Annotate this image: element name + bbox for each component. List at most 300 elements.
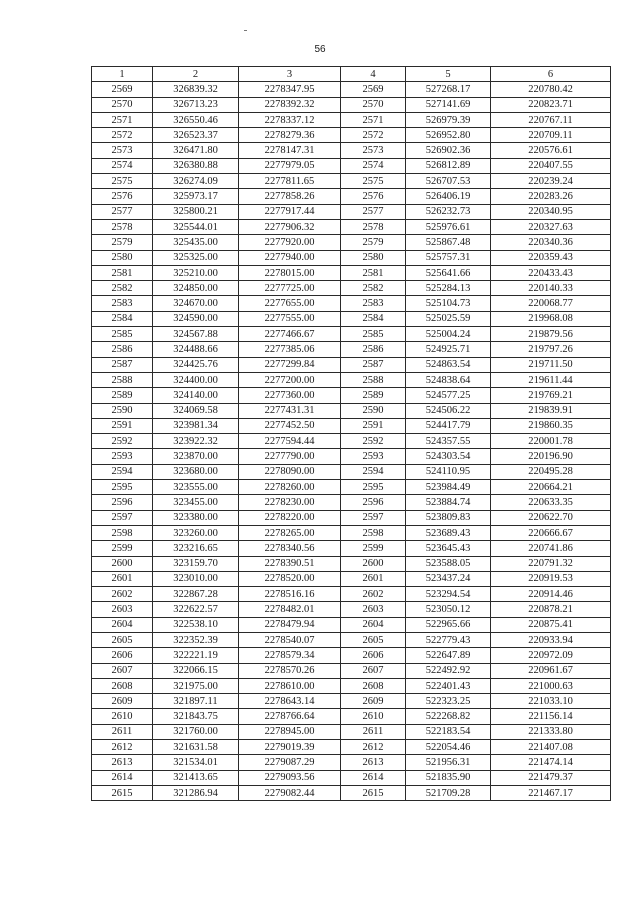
table-cell: 2277920.00 — [239, 235, 341, 250]
column-header: 2 — [153, 67, 239, 82]
table-cell: 326523.37 — [153, 128, 239, 143]
table-cell: 524863.54 — [406, 357, 491, 372]
table-cell: 2614 — [341, 770, 406, 785]
table-cell: 324400.00 — [153, 372, 239, 387]
table-cell: 524506.22 — [406, 403, 491, 418]
table-row — [92, 158, 611, 173]
table-cell: 220664.21 — [491, 480, 611, 495]
table-cell: 2599 — [92, 541, 153, 556]
table-cell: 219711.50 — [491, 357, 611, 372]
table-cell: 323380.00 — [153, 510, 239, 525]
table-cell: 2603 — [341, 602, 406, 617]
table-cell: 2278540.07 — [239, 632, 341, 647]
table-cell: 2582 — [92, 281, 153, 296]
table-cell: 2596 — [92, 495, 153, 510]
table-cell: 523437.24 — [406, 571, 491, 586]
table-cell: 2612 — [92, 740, 153, 755]
table-cell: 326839.32 — [153, 82, 239, 97]
table-cell: 220791.32 — [491, 556, 611, 571]
table-cell: 526707.53 — [406, 174, 491, 189]
table-cell: 324850.00 — [153, 281, 239, 296]
table-cell: 220495.28 — [491, 464, 611, 479]
coordinates-table — [91, 66, 611, 801]
table-cell: 2592 — [92, 434, 153, 449]
table-cell: 522647.89 — [406, 648, 491, 663]
table-row — [92, 541, 611, 556]
table-row — [92, 250, 611, 265]
table-cell: 522268.82 — [406, 709, 491, 724]
table-cell: 2593 — [341, 449, 406, 464]
table-cell: 2609 — [92, 694, 153, 709]
table-cell: 2574 — [92, 158, 153, 173]
table-cell: 2277431.31 — [239, 403, 341, 418]
table-cell: 322221.19 — [153, 648, 239, 663]
table-cell: 2587 — [341, 357, 406, 372]
table-cell: 523884.74 — [406, 495, 491, 510]
table-cell: 321631.58 — [153, 740, 239, 755]
table-cell: 523050.12 — [406, 602, 491, 617]
table-cell: 220914.46 — [491, 587, 611, 602]
table-cell: 323981.34 — [153, 418, 239, 433]
table-cell: 2590 — [341, 403, 406, 418]
table-cell: 321975.00 — [153, 678, 239, 693]
table-cell: 526979.39 — [406, 112, 491, 127]
table-cell: 523645.43 — [406, 541, 491, 556]
table-cell: 219968.08 — [491, 311, 611, 326]
table-cell: 2588 — [92, 372, 153, 387]
table-cell: 2277917.44 — [239, 204, 341, 219]
table-cell: 525867.48 — [406, 235, 491, 250]
table-cell: 220340.95 — [491, 204, 611, 219]
table-cell: 2591 — [341, 418, 406, 433]
table-row — [92, 174, 611, 189]
table-cell: 321286.94 — [153, 785, 239, 800]
table-cell: 220433.43 — [491, 265, 611, 280]
table-row — [92, 709, 611, 724]
table-cell: 221033.10 — [491, 694, 611, 709]
table-cell: 2577 — [92, 204, 153, 219]
table-cell: 2608 — [92, 678, 153, 693]
table-cell: 220407.55 — [491, 158, 611, 173]
table-cell: 2569 — [92, 82, 153, 97]
table-cell: 2579 — [341, 235, 406, 250]
table-row — [92, 449, 611, 464]
column-header: 6 — [491, 67, 611, 82]
table-cell: 2278340.56 — [239, 541, 341, 556]
table-cell: 521956.31 — [406, 755, 491, 770]
table-cell: 2277555.00 — [239, 311, 341, 326]
table-cell: 525104.73 — [406, 296, 491, 311]
table-cell: 2278347.95 — [239, 82, 341, 97]
table-cell: 2604 — [92, 617, 153, 632]
table-cell: 2614 — [92, 770, 153, 785]
table-cell: 2277655.00 — [239, 296, 341, 311]
table-cell: 2600 — [341, 556, 406, 571]
table-cell: 2585 — [92, 327, 153, 342]
table-cell: 524303.54 — [406, 449, 491, 464]
table-cell: 525004.24 — [406, 327, 491, 342]
table-cell: 2610 — [92, 709, 153, 724]
table-cell: 2277594.44 — [239, 434, 341, 449]
table-cell: 2575 — [92, 174, 153, 189]
table-cell: 220283.26 — [491, 189, 611, 204]
table-cell: 2596 — [341, 495, 406, 510]
table-cell: 524357.55 — [406, 434, 491, 449]
table-cell: 2602 — [92, 587, 153, 602]
table-cell: 2578 — [92, 219, 153, 234]
table-cell: 220001.78 — [491, 434, 611, 449]
table-cell: 2606 — [341, 648, 406, 663]
table-cell: 523809.83 — [406, 510, 491, 525]
table-cell: 326274.09 — [153, 174, 239, 189]
table-cell: 2278220.00 — [239, 510, 341, 525]
table-cell: 2582 — [341, 281, 406, 296]
table-row — [92, 740, 611, 755]
table-cell: 221467.17 — [491, 785, 611, 800]
table-cell: 2569 — [341, 82, 406, 97]
table-row — [92, 281, 611, 296]
table-cell: 324425.76 — [153, 357, 239, 372]
table-cell: 2580 — [92, 250, 153, 265]
table-cell: 521835.90 — [406, 770, 491, 785]
table-cell: 220709.11 — [491, 128, 611, 143]
table-cell: 2586 — [92, 342, 153, 357]
table-cell: 220878.21 — [491, 602, 611, 617]
table-cell: 2279082.44 — [239, 785, 341, 800]
table-cell: 324140.00 — [153, 388, 239, 403]
table-cell: 2587 — [92, 357, 153, 372]
table-cell: 323555.00 — [153, 480, 239, 495]
table-cell: 2578 — [341, 219, 406, 234]
table-cell: 2278610.00 — [239, 678, 341, 693]
table-cell: 2279087.29 — [239, 755, 341, 770]
table-cell: 221000.63 — [491, 678, 611, 693]
table-cell: 2278390.51 — [239, 556, 341, 571]
table-cell: 2609 — [341, 694, 406, 709]
table-cell: 2277940.00 — [239, 250, 341, 265]
table-cell: 2593 — [92, 449, 153, 464]
table-cell: 2605 — [92, 632, 153, 647]
table-row — [92, 128, 611, 143]
table-cell: 2584 — [92, 311, 153, 326]
table-cell: 523984.49 — [406, 480, 491, 495]
table-cell: 322352.39 — [153, 632, 239, 647]
table-header-row — [92, 67, 611, 82]
table-cell: 220068.77 — [491, 296, 611, 311]
table-cell: 221474.14 — [491, 755, 611, 770]
table-cell: 2615 — [92, 785, 153, 800]
table-cell: 324567.88 — [153, 327, 239, 342]
table-cell: 527141.69 — [406, 97, 491, 112]
table-cell: 2600 — [92, 556, 153, 571]
table-cell: 522492.92 — [406, 663, 491, 678]
table-cell: 2279093.56 — [239, 770, 341, 785]
table-cell: 2278945.00 — [239, 724, 341, 739]
table-cell: 2612 — [341, 740, 406, 755]
table-cell: 2603 — [92, 602, 153, 617]
table-cell: 323455.00 — [153, 495, 239, 510]
table-cell: 324069.58 — [153, 403, 239, 418]
table-cell: 220741.86 — [491, 541, 611, 556]
table-cell: 326380.88 — [153, 158, 239, 173]
table-cell: 2278279.36 — [239, 128, 341, 143]
table-cell: 526232.73 — [406, 204, 491, 219]
table-cell: 2601 — [92, 571, 153, 586]
column-header: 1 — [92, 67, 153, 82]
table-cell: 219860.35 — [491, 418, 611, 433]
table-cell: 2608 — [341, 678, 406, 693]
table-cell: 2605 — [341, 632, 406, 647]
table-cell: 2277725.00 — [239, 281, 341, 296]
table-cell: 522323.25 — [406, 694, 491, 709]
table-row — [92, 235, 611, 250]
table-cell: 2277811.65 — [239, 174, 341, 189]
table-cell: 325435.00 — [153, 235, 239, 250]
table-cell: 326713.23 — [153, 97, 239, 112]
table-cell: 2278337.12 — [239, 112, 341, 127]
table-cell: 2602 — [341, 587, 406, 602]
table-cell: 2594 — [341, 464, 406, 479]
table-cell: 2278090.00 — [239, 464, 341, 479]
table-row — [92, 632, 611, 647]
table-cell: 2583 — [92, 296, 153, 311]
table-cell: 522965.66 — [406, 617, 491, 632]
table-cell: 322622.57 — [153, 602, 239, 617]
table-cell: 2279019.39 — [239, 740, 341, 755]
table-cell: 322066.15 — [153, 663, 239, 678]
table-row — [92, 525, 611, 540]
table-cell: 526902.36 — [406, 143, 491, 158]
table-cell: 524577.25 — [406, 388, 491, 403]
table-row — [92, 480, 611, 495]
table-row — [92, 403, 611, 418]
table-cell: 2579 — [92, 235, 153, 250]
table-row — [92, 617, 611, 632]
table-cell: 2278643.14 — [239, 694, 341, 709]
table-cell: 220622.70 — [491, 510, 611, 525]
table-cell: 2590 — [92, 403, 153, 418]
table-cell: 526812.89 — [406, 158, 491, 173]
table-cell: 2580 — [341, 250, 406, 265]
table-cell: 324590.00 — [153, 311, 239, 326]
table-cell: 2588 — [341, 372, 406, 387]
table-cell: 524925.71 — [406, 342, 491, 357]
table-row — [92, 296, 611, 311]
table-cell: 220875.41 — [491, 617, 611, 632]
table-cell: 2607 — [341, 663, 406, 678]
table-cell: 2576 — [92, 189, 153, 204]
table-row — [92, 372, 611, 387]
table-row — [92, 82, 611, 97]
table-row — [92, 97, 611, 112]
table-cell: 2278520.00 — [239, 571, 341, 586]
table-cell: 2277466.67 — [239, 327, 341, 342]
table-cell: 522054.46 — [406, 740, 491, 755]
table-cell: 522779.43 — [406, 632, 491, 647]
table-row — [92, 418, 611, 433]
table-row — [92, 724, 611, 739]
table-cell: 2278482.01 — [239, 602, 341, 617]
table-cell: 526952.80 — [406, 128, 491, 143]
table-cell: 323260.00 — [153, 525, 239, 540]
table-cell: 220666.67 — [491, 525, 611, 540]
table-cell: 2584 — [341, 311, 406, 326]
table-cell: 221479.37 — [491, 770, 611, 785]
table-cell: 2583 — [341, 296, 406, 311]
table-cell: 2277906.32 — [239, 219, 341, 234]
table-cell: 2278766.64 — [239, 709, 341, 724]
table-cell: 523588.05 — [406, 556, 491, 571]
table-cell: 221407.08 — [491, 740, 611, 755]
table-cell: 219611.44 — [491, 372, 611, 387]
table-cell: 2615 — [341, 785, 406, 800]
table-cell: 525284.13 — [406, 281, 491, 296]
table-cell: 220576.61 — [491, 143, 611, 158]
table-cell: 220780.42 — [491, 82, 611, 97]
table-cell: 2581 — [92, 265, 153, 280]
table-row — [92, 112, 611, 127]
table-cell: 325973.17 — [153, 189, 239, 204]
table-cell: 2572 — [92, 128, 153, 143]
table-cell: 2278516.16 — [239, 587, 341, 602]
table-cell: 2610 — [341, 709, 406, 724]
table-cell: 2611 — [92, 724, 153, 739]
table-cell: 2277299.84 — [239, 357, 341, 372]
table-cell: 324670.00 — [153, 296, 239, 311]
table-cell: 2586 — [341, 342, 406, 357]
table-cell: 2577 — [341, 204, 406, 219]
table-cell: 523689.43 — [406, 525, 491, 540]
table-row — [92, 694, 611, 709]
table-cell: 219769.21 — [491, 388, 611, 403]
table-row — [92, 311, 611, 326]
table-row — [92, 556, 611, 571]
table-cell: 2278392.32 — [239, 97, 341, 112]
table-cell: 2571 — [341, 112, 406, 127]
scan-speck — [244, 30, 247, 31]
table-cell: 527268.17 — [406, 82, 491, 97]
table-row — [92, 219, 611, 234]
table-row — [92, 678, 611, 693]
table-row — [92, 602, 611, 617]
table-row — [92, 464, 611, 479]
column-header: 5 — [406, 67, 491, 82]
table-cell: 523294.54 — [406, 587, 491, 602]
table-cell: 220633.35 — [491, 495, 611, 510]
table-cell: 2277790.00 — [239, 449, 341, 464]
table-cell: 219879.56 — [491, 327, 611, 342]
table-cell: 220340.36 — [491, 235, 611, 250]
table-row — [92, 189, 611, 204]
table-cell: 525025.59 — [406, 311, 491, 326]
table-cell: 2278570.26 — [239, 663, 341, 678]
table-cell: 2592 — [341, 434, 406, 449]
table-cell: 2598 — [92, 525, 153, 540]
table-cell: 219797.26 — [491, 342, 611, 357]
table-cell: 2591 — [92, 418, 153, 433]
table-row — [92, 388, 611, 403]
table-cell: 321413.65 — [153, 770, 239, 785]
table-cell: 322538.10 — [153, 617, 239, 632]
table-cell: 221333.80 — [491, 724, 611, 739]
table-cell: 522401.43 — [406, 678, 491, 693]
table-cell: 220359.43 — [491, 250, 611, 265]
table-cell: 321843.75 — [153, 709, 239, 724]
table-cell: 220327.63 — [491, 219, 611, 234]
table-row — [92, 143, 611, 158]
table-cell: 2613 — [341, 755, 406, 770]
table-row — [92, 755, 611, 770]
table-cell: 2570 — [341, 97, 406, 112]
table-cell: 321897.11 — [153, 694, 239, 709]
table-cell: 2572 — [341, 128, 406, 143]
table-cell: 2576 — [341, 189, 406, 204]
table-cell: 2573 — [92, 143, 153, 158]
table-cell: 2595 — [92, 480, 153, 495]
column-header: 3 — [239, 67, 341, 82]
table-cell: 2597 — [341, 510, 406, 525]
table-cell: 2573 — [341, 143, 406, 158]
table-cell: 219839.91 — [491, 403, 611, 418]
table-cell: 325210.00 — [153, 265, 239, 280]
table-cell: 524838.64 — [406, 372, 491, 387]
table-cell: 323159.70 — [153, 556, 239, 571]
table-cell: 326471.80 — [153, 143, 239, 158]
table-row — [92, 571, 611, 586]
table-row — [92, 327, 611, 342]
table-row — [92, 785, 611, 800]
table-cell: 323216.65 — [153, 541, 239, 556]
table-row — [92, 770, 611, 785]
table-row — [92, 510, 611, 525]
table-cell: 220140.33 — [491, 281, 611, 296]
table-cell: 524417.79 — [406, 418, 491, 433]
table-cell: 525641.66 — [406, 265, 491, 280]
table-cell: 2277360.00 — [239, 388, 341, 403]
table-cell: 220196.90 — [491, 449, 611, 464]
table-cell: 2277385.06 — [239, 342, 341, 357]
table-cell: 2277979.05 — [239, 158, 341, 173]
table-cell: 221156.14 — [491, 709, 611, 724]
table-row — [92, 204, 611, 219]
table-cell: 2278479.94 — [239, 617, 341, 632]
table-cell: 323922.32 — [153, 434, 239, 449]
table-cell: 321534.01 — [153, 755, 239, 770]
table-cell: 325544.01 — [153, 219, 239, 234]
table-cell: 2581 — [341, 265, 406, 280]
table-cell: 2277858.26 — [239, 189, 341, 204]
table-cell: 323870.00 — [153, 449, 239, 464]
table-cell: 220823.71 — [491, 97, 611, 112]
table-cell: 2599 — [341, 541, 406, 556]
table-cell: 325800.21 — [153, 204, 239, 219]
table-cell: 2571 — [92, 112, 153, 127]
table-row — [92, 434, 611, 449]
table-cell: 2278147.31 — [239, 143, 341, 158]
table-cell: 526406.19 — [406, 189, 491, 204]
table-cell: 2575 — [341, 174, 406, 189]
table-cell: 322867.28 — [153, 587, 239, 602]
table-body — [92, 82, 611, 801]
table-cell: 220961.67 — [491, 663, 611, 678]
table-cell: 220919.53 — [491, 571, 611, 586]
table-cell: 2594 — [92, 464, 153, 479]
table-row — [92, 663, 611, 678]
table-cell: 220933.94 — [491, 632, 611, 647]
table-cell: 323680.00 — [153, 464, 239, 479]
table-cell: 2278230.00 — [239, 495, 341, 510]
table-row — [92, 265, 611, 280]
